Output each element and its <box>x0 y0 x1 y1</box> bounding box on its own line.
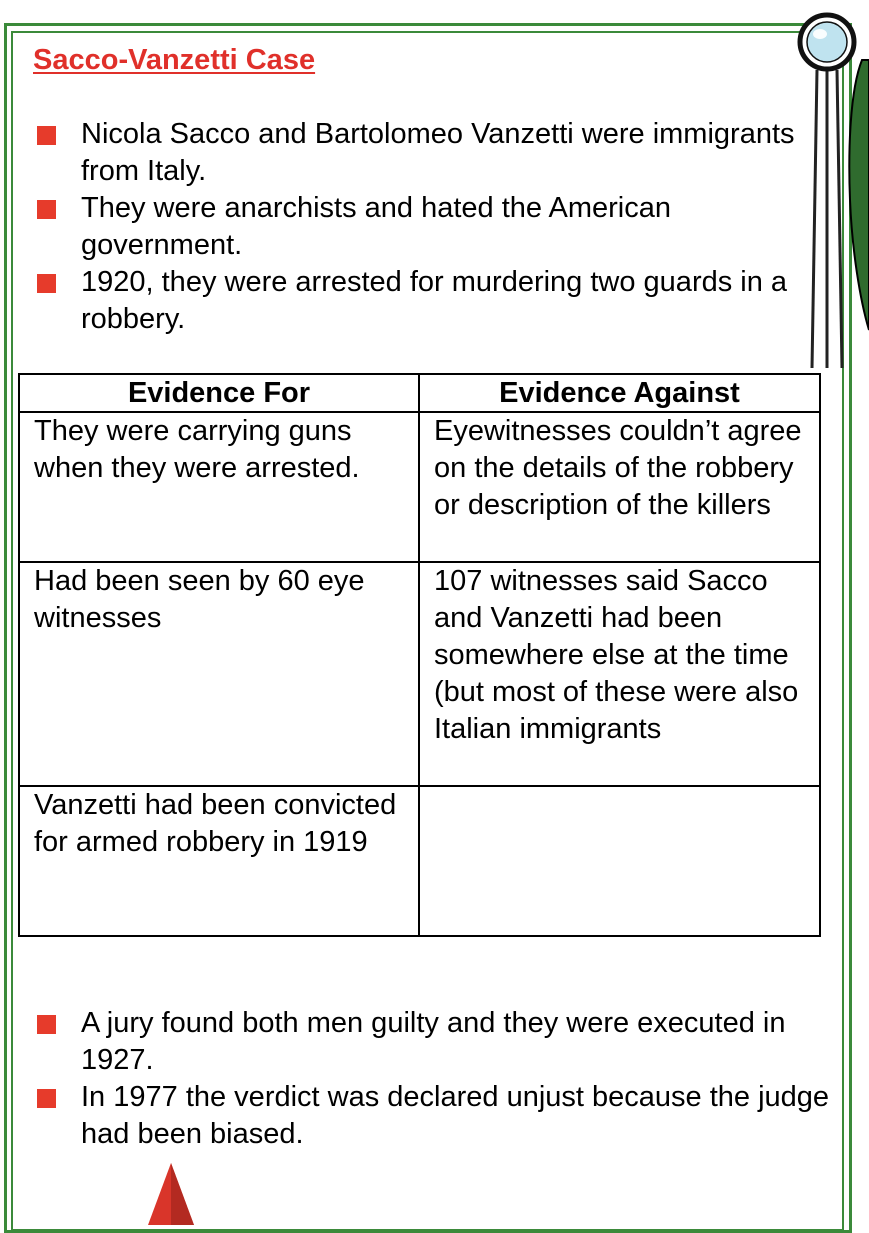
bullet-square-icon <box>37 1015 56 1034</box>
bullet-square-icon <box>37 200 56 219</box>
table-row <box>19 562 820 786</box>
table-header-row <box>19 374 820 412</box>
table-cell <box>419 786 820 936</box>
table-cell: Had been seen by 60 eye witnesses <box>19 562 419 786</box>
table-cell: 107 witnesses said Sacco and Vanzetti had been somewhere else at the time (but most of these were also Italian immigrants <box>419 562 820 786</box>
table-cell: Vanzetti had been convicted for armed robbery in 1919 <box>19 786 419 936</box>
header-evidence-against: Evidence Against <box>419 374 820 412</box>
list-item: Nicola Sacco and Bartolomeo Vanzetti were immigrants from Italy. <box>0 116 810 190</box>
table-cell: Eyewitnesses couldn’t agree on the details of the robbery or description of the killers <box>419 412 820 562</box>
bullet-square-icon <box>37 1089 56 1108</box>
red-triangle-icon <box>148 1163 194 1225</box>
header-evidence-for: Evidence For <box>19 374 419 412</box>
list-item: In 1977 the verdict was declared unjust because the judge had been biased. <box>0 1079 840 1153</box>
table-row <box>19 412 820 562</box>
evidence-table <box>18 373 821 937</box>
bullet-square-icon <box>37 126 56 145</box>
bullet-square-icon <box>37 274 56 293</box>
intro-bullet-list <box>0 116 810 338</box>
page-title: Sacco-Vanzetti Case <box>33 44 316 76</box>
list-item: A jury found both men guilty and they were executed in 1927. <box>0 1005 840 1079</box>
list-item: They were anarchists and hated the American government. <box>0 190 810 264</box>
table-row <box>19 786 820 936</box>
table-cell: They were carrying guns when they were arrested. <box>19 412 419 562</box>
list-item: 1920, they were arrested for murdering two guards in a robbery. <box>0 264 810 338</box>
outcome-bullet-list <box>0 1005 840 1153</box>
